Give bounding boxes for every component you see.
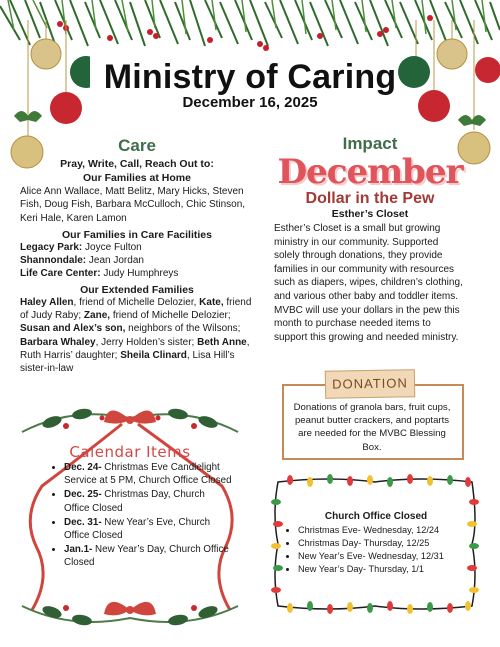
calendar-item-date: Jan.1- <box>64 544 93 556</box>
calendar-item-desc: New Year’s Day, Church Office Closed <box>64 544 229 569</box>
extended-relation: neighbors of the Wilsons; <box>125 323 241 335</box>
extended-relation: friend of Michelle Delozier; <box>110 310 231 322</box>
calendar-item <box>64 461 232 487</box>
office-closed-title: Church Office Closed <box>324 511 428 522</box>
extended-name: Beth Anne <box>197 336 247 348</box>
care-heading: Care <box>118 136 156 155</box>
extended-name: Sheila Clinard <box>120 349 187 361</box>
calendar-item <box>64 543 232 569</box>
extended-relation: , Lisa Hill’s sister-in-law <box>20 349 235 375</box>
calendar-item-date: Dec. 24- <box>64 462 102 473</box>
facility-resident: Joyce Fulton <box>82 241 142 253</box>
calendar-item-desc: Christmas Eve Candlelight Service at 5 PM, Church Office Closed <box>64 462 232 487</box>
impact-section <box>274 134 466 344</box>
office-closed-list <box>286 524 470 576</box>
care-section <box>20 136 254 376</box>
calendar-list <box>46 461 232 570</box>
extended-relation: friend of Judy Raby; <box>20 296 252 322</box>
facility-line <box>20 267 254 280</box>
calendar-list-container <box>46 461 232 571</box>
facility-resident: Judy Humphreys <box>100 268 179 280</box>
calendar-title: Calendar Items <box>69 443 191 461</box>
calendar-item-date: Dec. 25- <box>64 489 102 501</box>
calendar-item-date: Dec. 31- <box>64 516 102 528</box>
facility-place: Legacy Park: <box>20 241 83 253</box>
extended-relation: , friend of Michelle Delozier, <box>73 296 200 308</box>
extended-name: Barbara Whaley <box>20 336 96 348</box>
calendar-item-desc: New Year’s Eve, Church Office Closed <box>64 516 211 542</box>
facility-place: Shannondale: <box>20 255 87 267</box>
calendar-item <box>64 516 232 542</box>
extended-name: Kate, <box>199 296 224 308</box>
home-names: Alice Ann Wallace, Matt Belitz, Mary Hicks, Steven Fish, Doug Fish, Barbara McCulloch, Chic Stinson, Keri Hale, Karen Lamon <box>20 186 246 224</box>
newsletter-date: December 16, 2025 <box>182 94 318 111</box>
extended-heading: Our Extended Families <box>80 283 194 296</box>
office-closed-container <box>286 524 470 576</box>
extended-relation: , Ruth Harris’ daughter; <box>20 336 250 361</box>
office-closed-item: • New Year’s Eve- Wednesday, 12/31 <box>298 550 470 563</box>
facility-line <box>20 254 254 267</box>
page-title: Ministry of Caring <box>103 58 397 96</box>
donation-tag: DONATION <box>325 369 415 399</box>
extended-relation: , Jerry Holden’s sister; <box>95 336 198 348</box>
calendar-item-desc: Christmas Day, Church Office Closed <box>64 489 205 514</box>
care-subheading: Pray, Write, Call, Reach Out to: <box>60 158 214 170</box>
december-word: December <box>277 152 463 192</box>
extended-name: Susan and Alex’s son, <box>20 323 126 335</box>
calendar-item <box>64 488 232 514</box>
facilities-heading: Our Families in Care Facilities <box>62 228 212 241</box>
dollar-in-the-pew-heading: Dollar in the Pew <box>305 190 435 207</box>
donation-text: Donations of granola bars, fruit cups, peanut butter crackers, and poptarts are needed for the MVBC Blessing Box. <box>293 402 451 453</box>
facility-place: Life Care Center: <box>20 268 101 280</box>
beneficiary-name: Esther’s Closet <box>331 208 409 220</box>
extended-families-text <box>20 296 254 376</box>
impact-heading: Impact <box>342 134 398 153</box>
office-closed-item: • New Year’s Day- Thursday, 1/1 <box>298 563 470 576</box>
extended-name: Haley Allen <box>20 296 74 308</box>
extended-name: Zane, <box>83 310 111 322</box>
office-closed-item: • Christmas Day- Thursday, 12/25 <box>298 537 470 550</box>
facility-line <box>20 241 254 254</box>
impact-description: Esther’s Closet is a small but growing ministry in our community. Supported solely through donations, they provide families in our community with resources such as diapers, wipes, children’s clothing, and various other baby and toddler items. MVBC will use your dollars in the pew this month to purchase needed items to support this growing and needed ministry. <box>274 223 463 343</box>
office-closed-item: • Christmas Eve- Wednesday, 12/24 <box>298 524 470 537</box>
facility-resident: Jean Jordan <box>86 255 144 267</box>
home-heading: Our Families at Home <box>83 172 191 184</box>
